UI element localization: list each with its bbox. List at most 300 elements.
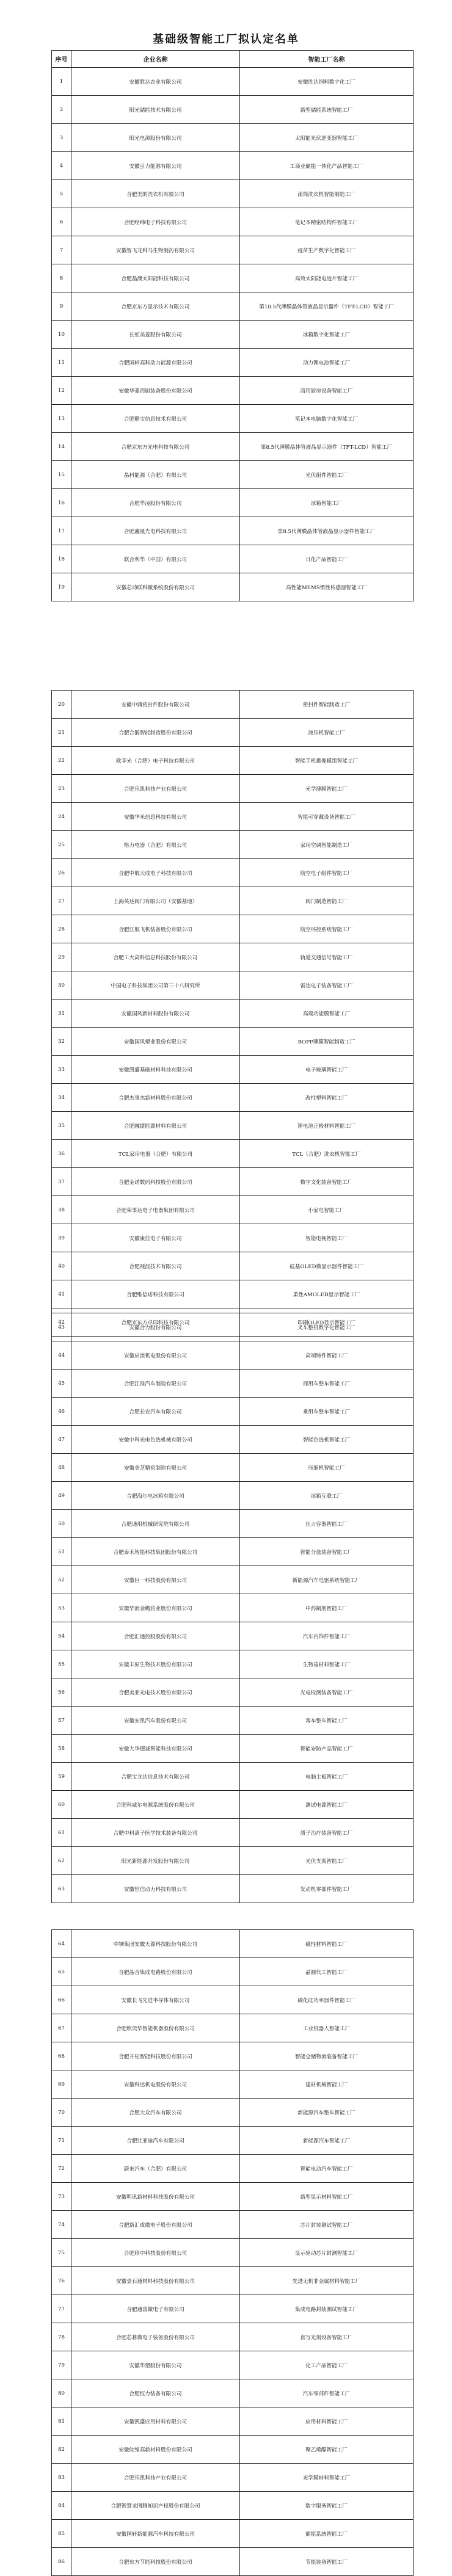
company-name: 安徽巨一科技股份有限公司 xyxy=(71,1566,240,1594)
company-name: 合肥金诺数码科技股份有限公司 xyxy=(71,1168,240,1196)
table-row xyxy=(52,1930,414,1958)
table-row xyxy=(52,2014,414,2042)
factory-name: 工业机器人智能工厂 xyxy=(240,2014,414,2042)
row-number: 85 xyxy=(52,2520,71,2548)
factory-name: 建材机械智能工厂 xyxy=(240,2070,414,2099)
row-number: 78 xyxy=(52,2323,71,2351)
company-name: 阳光储能技术有限公司 xyxy=(71,96,240,124)
company-name: 合肥通富微电子有限公司 xyxy=(71,2295,240,2323)
factory-name: 密封件智能制造工厂 xyxy=(240,691,414,719)
row-number: 26 xyxy=(52,859,71,887)
factory-name: 雷达电子装备智能工厂 xyxy=(240,971,414,1000)
factory-table xyxy=(51,1929,414,2576)
company-name: 安徽壹石通材料科技股份有限公司 xyxy=(71,2267,240,2295)
company-name: 合肥美亚光电技术股份有限公司 xyxy=(71,1678,240,1707)
company-name: 安徽国风塑业股份有限公司 xyxy=(71,1028,240,1056)
factory-name: 印刷OLED显示智能工厂 xyxy=(240,1308,414,1337)
company-name: TCL家用电器（合肥）有限公司 xyxy=(71,1140,240,1168)
table-row xyxy=(52,489,414,517)
factory-name: 疫苗生产数字化智能工厂 xyxy=(240,236,414,264)
company-name: 晶科能源（合肥）有限公司 xyxy=(71,461,240,489)
row-number: 72 xyxy=(52,2155,71,2183)
factory-name: 商用厨房设备智能工厂 xyxy=(240,377,414,405)
row-number: 36 xyxy=(52,1140,71,1168)
table-row xyxy=(52,2436,414,2464)
company-name: 合肥融捷能源材料有限公司 xyxy=(71,1112,240,1140)
factory-name: 智能分选装备智能工厂 xyxy=(240,1538,414,1566)
table-row xyxy=(52,1112,414,1140)
table-row xyxy=(52,1084,414,1112)
factory-name: 聚乙烯醇智能工厂 xyxy=(240,2436,414,2464)
company-name: 合肥东方节能科技股份有限公司 xyxy=(71,2548,240,2576)
table-row xyxy=(52,1313,414,1341)
row-number: 35 xyxy=(52,1112,71,1140)
company-name: 合肥宝龙达信息技术有限公司 xyxy=(71,1763,240,1791)
row-number: 84 xyxy=(52,2492,71,2520)
factory-name: 光学膜材料智能工厂 xyxy=(240,2464,414,2492)
table-row xyxy=(52,2042,414,2070)
company-name: 合肥美的洗衣机有限公司 xyxy=(71,180,240,208)
table-header-row xyxy=(52,51,414,68)
table-row xyxy=(52,1000,414,1028)
company-name: 合肥国轩高科动力能源有限公司 xyxy=(71,349,240,377)
company-name: 合肥工大高科信息科技股份有限公司 xyxy=(71,943,240,971)
row-number: 27 xyxy=(52,887,71,915)
row-number: 13 xyxy=(52,405,71,433)
row-number: 45 xyxy=(52,1370,71,1398)
table-row xyxy=(52,1735,414,1763)
row-number: 5 xyxy=(52,180,71,208)
row-number: 55 xyxy=(52,1650,71,1678)
row-number: 11 xyxy=(52,349,71,377)
row-number: 32 xyxy=(52,1028,71,1056)
row-number: 80 xyxy=(52,2379,71,2407)
company-name: 合肥芯碁微电子装备股份有限公司 xyxy=(71,2323,240,2351)
table-row xyxy=(52,1510,414,1538)
table-row xyxy=(52,321,414,349)
factory-name: 生物基材料智能工厂 xyxy=(240,1650,414,1678)
factory-name: 柔性AMOLED显示智能工厂 xyxy=(240,1280,414,1308)
table-row xyxy=(52,2407,414,2436)
factory-name: BOPP薄膜智能制造工厂 xyxy=(240,1028,414,1056)
row-number: 25 xyxy=(52,831,71,859)
factory-name: 数字服务智能工厂 xyxy=(240,2492,414,2520)
company-name: 安徽凯盛应用材料有限公司 xyxy=(71,2407,240,2436)
factory-name: 发动机零部件智能工厂 xyxy=(240,1875,414,1903)
company-name: 合肥维信诺科技有限公司 xyxy=(71,1280,240,1308)
row-number: 22 xyxy=(52,747,71,775)
row-number: 17 xyxy=(52,517,71,545)
row-number: 49 xyxy=(52,1482,71,1510)
factory-name: 智能手机摄像模组智能工厂 xyxy=(240,747,414,775)
table-page-4 xyxy=(51,1929,413,2576)
company-name: 合肥江航飞机装备股份有限公司 xyxy=(71,915,240,943)
table-row xyxy=(52,1398,414,1426)
row-number: 20 xyxy=(52,691,71,719)
row-number: 58 xyxy=(52,1735,71,1763)
company-name: 安徽胜达农业有限公司 xyxy=(71,68,240,96)
row-number: 41 xyxy=(52,1280,71,1308)
row-number: 74 xyxy=(52,2211,71,2239)
company-name: 中国电子科技集团公司第三十八研究所 xyxy=(71,971,240,1000)
company-name: 安徽国风新材料股份有限公司 xyxy=(71,1000,240,1028)
factory-name: 叉车整机数字化智能工厂 xyxy=(240,1313,414,1341)
row-number: 7 xyxy=(52,236,71,264)
row-number: 14 xyxy=(52,433,71,461)
table-row xyxy=(52,2295,414,2323)
row-number: 19 xyxy=(52,573,71,601)
table-row xyxy=(52,1224,414,1252)
company-name: 合肥京东方光电科技有限公司 xyxy=(71,433,240,461)
company-name: 合肥乐凯科技产业有限公司 xyxy=(71,2464,240,2492)
row-number: 37 xyxy=(52,1168,71,1196)
company-name: 安徽华米信息科技有限公司 xyxy=(71,803,240,831)
company-name: 欧菲光（合肥）电子科技有限公司 xyxy=(71,747,240,775)
table-row xyxy=(52,1482,414,1510)
table-row xyxy=(52,971,414,1000)
row-number: 79 xyxy=(52,2351,71,2379)
factory-name: 汽车内饰件智能工厂 xyxy=(240,1622,414,1650)
table-row xyxy=(52,1370,414,1398)
table-row xyxy=(52,1678,414,1707)
factory-name: 日化产品智能工厂 xyxy=(240,545,414,573)
table-row xyxy=(52,264,414,292)
company-name: 安徽丰原生物技术股份有限公司 xyxy=(71,1650,240,1678)
factory-name: 质子治疗装备智能工厂 xyxy=(240,1819,414,1847)
row-number: 30 xyxy=(52,971,71,1000)
row-number: 18 xyxy=(52,545,71,573)
table-row xyxy=(52,1986,414,2014)
table-row xyxy=(52,2127,414,2155)
row-number: 10 xyxy=(52,321,71,349)
table-row xyxy=(52,915,414,943)
factory-name: 新能源汽车电驱系统智能工厂 xyxy=(240,1566,414,1594)
table-row xyxy=(52,573,414,601)
factory-name: 新型储能系统智能工厂 xyxy=(240,96,414,124)
table-row xyxy=(52,2492,414,2520)
factory-name: 智能安防产品智能工厂 xyxy=(240,1735,414,1763)
company-name: 安徽康佳电子有限公司 xyxy=(71,1224,240,1252)
company-name: 合肥江淮汽车制造有限公司 xyxy=(71,1370,240,1398)
table-row xyxy=(52,1454,414,1482)
row-number: 71 xyxy=(52,2127,71,2155)
table-row xyxy=(52,831,414,859)
factory-name: 显示驱动芯片封测智能工厂 xyxy=(240,2239,414,2267)
factory-name: 芯片封装测试智能工厂 xyxy=(240,2211,414,2239)
table-row xyxy=(52,775,414,803)
row-number: 68 xyxy=(52,2042,71,2070)
factory-name: 家用空调智能制造工厂 xyxy=(240,831,414,859)
factory-table xyxy=(51,1313,414,1903)
company-name: 合肥井松智能科技股份有限公司 xyxy=(71,2042,240,2070)
factory-name: 高端功能膜智能工厂 xyxy=(240,1000,414,1028)
row-number: 40 xyxy=(52,1252,71,1280)
row-number: 48 xyxy=(52,1454,71,1482)
company-name: 安徽明讯新材料科技股份有限公司 xyxy=(71,2183,240,2211)
factory-name: 应用材料智能工厂 xyxy=(240,2407,414,2436)
row-number: 1 xyxy=(52,68,71,96)
table-row xyxy=(52,517,414,545)
company-name: 安徽安凯汽车股份有限公司 xyxy=(71,1707,240,1735)
table-row xyxy=(52,2379,414,2407)
table-row xyxy=(52,349,414,377)
row-number: 76 xyxy=(52,2267,71,2295)
row-number: 43 xyxy=(52,1313,71,1341)
company-name: 上海英达阀门有限公司（安徽基地） xyxy=(71,887,240,915)
table-row xyxy=(52,1538,414,1566)
table-row xyxy=(52,2155,414,2183)
table-row xyxy=(52,2183,414,2211)
company-name: 合肥汇通控股股份有限公司 xyxy=(71,1622,240,1650)
company-name: 合肥长安汽车有限公司 xyxy=(71,1398,240,1426)
company-name: 安徽引力能源有限公司 xyxy=(71,152,240,180)
company-name: 合肥合锻智能制造股份有限公司 xyxy=(71,719,240,747)
factory-table xyxy=(51,50,414,601)
factory-name: 新能源汽车智能工厂 xyxy=(240,2127,414,2155)
row-number: 4 xyxy=(52,152,71,180)
factory-name: 工商业储能一体化产品智能工厂 xyxy=(240,152,414,180)
factory-name: 硅基OLED微显示器件智能工厂 xyxy=(240,1252,414,1280)
company-name: 安徽华塑股份有限公司 xyxy=(71,2351,240,2379)
row-number: 73 xyxy=(52,2183,71,2211)
company-name: 合肥泰禾智能科技集团股份有限公司 xyxy=(71,1538,240,1566)
company-name: 安徽恒信动力科技有限公司 xyxy=(71,1875,240,1903)
factory-name: 第8.5代薄膜晶体管液晶显示器件智能工厂 xyxy=(240,517,414,545)
factory-name: 笔记本电脑数字化智能工厂 xyxy=(240,405,414,433)
row-number: 47 xyxy=(52,1426,71,1454)
factory-name: 测试电源智能工厂 xyxy=(240,1791,414,1819)
table-row xyxy=(52,2070,414,2099)
row-number: 52 xyxy=(52,1566,71,1594)
table-row xyxy=(52,2323,414,2351)
row-number: 77 xyxy=(52,2295,71,2323)
factory-name: 安徽胜达饲料数字化工厂 xyxy=(240,68,414,96)
company-name: 安徽科达机电股份有限公司 xyxy=(71,2070,240,2099)
table-row xyxy=(52,292,414,321)
table-row xyxy=(52,1650,414,1678)
company-name: 合肥乐凯科技产业有限公司 xyxy=(71,775,240,803)
factory-name: 新能源汽车整车智能工厂 xyxy=(240,2099,414,2127)
factory-name: 航空环控系统智能工厂 xyxy=(240,915,414,943)
company-name: 合肥中航天成电子科技有限公司 xyxy=(71,859,240,887)
table-row xyxy=(52,152,414,180)
company-name: 合肥海尔电冰箱有限公司 xyxy=(71,1482,240,1510)
row-number: 2 xyxy=(52,96,71,124)
row-number: 56 xyxy=(52,1678,71,1707)
row-number: 38 xyxy=(52,1196,71,1224)
table-row xyxy=(52,887,414,915)
company-name: 合肥中科离子医学技术装备有限公司 xyxy=(71,1819,240,1847)
company-name: 安徽中科光电色选机械有限公司 xyxy=(71,1426,240,1454)
table-row xyxy=(52,1707,414,1735)
row-number: 34 xyxy=(52,1084,71,1112)
table-row xyxy=(52,208,414,236)
row-number: 82 xyxy=(52,2436,71,2464)
table-page-3 xyxy=(51,1313,413,1903)
company-name: 中钢集团安徽天源科技股份有限公司 xyxy=(71,1930,240,1958)
company-name: 安徽皖维高新材料股份有限公司 xyxy=(71,2436,240,2464)
factory-name: 阀门制造智能工厂 xyxy=(240,887,414,915)
table-row xyxy=(52,461,414,489)
factory-name: 高效太阳能电池片智能工厂 xyxy=(240,264,414,292)
row-number: 31 xyxy=(52,1000,71,1028)
table-row xyxy=(52,2239,414,2267)
company-name: 安徽华菱西厨装备股份有限公司 xyxy=(71,377,240,405)
company-name: 安徽美芝精密制造有限公司 xyxy=(71,1454,240,1482)
table-row xyxy=(52,1056,414,1084)
company-name: 合肥晶合集成电路股份有限公司 xyxy=(71,1958,240,1986)
factory-name: 改性塑料智能工厂 xyxy=(240,1084,414,1112)
company-name: 合肥荣事达电子电器集团有限公司 xyxy=(71,1196,240,1224)
row-number: 69 xyxy=(52,2070,71,2099)
table-row xyxy=(52,1028,414,1056)
factory-name: 碳化硅功率器件智能工厂 xyxy=(240,1986,414,2014)
table-row xyxy=(52,96,414,124)
table-row xyxy=(52,236,414,264)
factory-name: 客车整车智能工厂 xyxy=(240,1707,414,1735)
header-company: 企业名称 xyxy=(71,51,240,68)
row-number: 75 xyxy=(52,2239,71,2267)
factory-name: 先进无机非金属材料智能工厂 xyxy=(240,2267,414,2295)
row-number: 39 xyxy=(52,1224,71,1252)
company-name: 合肥杰事杰新材料股份有限公司 xyxy=(71,1084,240,1112)
row-number: 61 xyxy=(52,1819,71,1847)
table-row xyxy=(52,1875,414,1903)
row-number: 65 xyxy=(52,1958,71,1986)
row-number: 81 xyxy=(52,2407,71,2436)
company-name: 安徽中鼎密封件股份有限公司 xyxy=(71,691,240,719)
table-row xyxy=(52,124,414,152)
table-row xyxy=(52,691,414,719)
row-number: 46 xyxy=(52,1398,71,1426)
factory-name: 冰箱互联工厂 xyxy=(240,1482,414,1510)
row-number: 23 xyxy=(52,775,71,803)
factory-name: 直写光刻设备智能工厂 xyxy=(240,2323,414,2351)
company-name: 合肥智慧龙图腾知识产权股份有限公司 xyxy=(71,2492,240,2520)
factory-name: 光伏组件智能工厂 xyxy=(240,461,414,489)
table-row xyxy=(52,1341,414,1370)
factory-name: 智能电视智能工厂 xyxy=(240,1224,414,1252)
row-number: 44 xyxy=(52,1341,71,1370)
row-number: 42 xyxy=(52,1308,71,1337)
factory-name: 化工产品智能工厂 xyxy=(240,2351,414,2379)
row-number: 12 xyxy=(52,377,71,405)
table-row xyxy=(52,1426,414,1454)
table-row xyxy=(52,2099,414,2127)
factory-name: 压力容器智能工厂 xyxy=(240,1510,414,1538)
company-name: 安徽华润金蟾药业股份有限公司 xyxy=(71,1594,240,1622)
row-number: 28 xyxy=(52,915,71,943)
table-row xyxy=(52,68,414,96)
factory-name: 锂电池正极材料智能工厂 xyxy=(240,1112,414,1140)
row-number: 51 xyxy=(52,1538,71,1566)
table-row xyxy=(52,2351,414,2379)
row-number: 59 xyxy=(52,1763,71,1791)
factory-name: 第8.5代薄膜晶体管液晶显示器件（TFT-LCD）智能工厂 xyxy=(240,433,414,461)
table-row xyxy=(52,2464,414,2492)
factory-name: 压缩机智能工厂 xyxy=(240,1454,414,1482)
table-page-2 xyxy=(51,690,413,1337)
factory-name: 电脑主板智能工厂 xyxy=(240,1763,414,1791)
factory-name: TCL（合肥）洗衣机智能工厂 xyxy=(240,1140,414,1168)
row-number: 21 xyxy=(52,719,71,747)
table-row xyxy=(52,2211,414,2239)
factory-name: 光伏支架智能工厂 xyxy=(240,1847,414,1875)
header-factory: 智能工厂名称 xyxy=(240,51,414,68)
factory-name: 商用车整车智能工厂 xyxy=(240,1370,414,1398)
table-row xyxy=(52,1622,414,1650)
row-number: 62 xyxy=(52,1847,71,1875)
table-row xyxy=(52,943,414,971)
factory-name: 冰箱智能工厂 xyxy=(240,489,414,517)
row-number: 50 xyxy=(52,1510,71,1538)
factory-name: 汽车零部件智能工厂 xyxy=(240,2379,414,2407)
table-row xyxy=(52,1819,414,1847)
factory-name: 第10.5代薄膜晶体管液晶显示器件（TFT-LCD）智能工厂 xyxy=(240,292,414,321)
company-name: 阳光电源股份有限公司 xyxy=(71,124,240,152)
row-number: 83 xyxy=(52,2464,71,2492)
company-name: 安徽应流机电股份有限公司 xyxy=(71,1341,240,1370)
factory-name: 滚筒洗衣机智能制造工厂 xyxy=(240,180,414,208)
company-name: 合肥京东方显示技术有限公司 xyxy=(71,292,240,321)
table-row xyxy=(52,1594,414,1622)
row-number: 3 xyxy=(52,124,71,152)
row-number: 29 xyxy=(52,943,71,971)
row-number: 54 xyxy=(52,1622,71,1650)
company-name: 安徽凯盛基础材料科技有限公司 xyxy=(71,1056,240,1084)
company-name: 合肥欣奕华智能机器股份有限公司 xyxy=(71,2014,240,2042)
factory-name: 智能色选机智能工厂 xyxy=(240,1426,414,1454)
table-row xyxy=(52,1791,414,1819)
table-row xyxy=(52,859,414,887)
row-number: 15 xyxy=(52,461,71,489)
company-name: 长虹美菱股份有限公司 xyxy=(71,321,240,349)
factory-name: 冰箱数字化智能工厂 xyxy=(240,321,414,349)
company-name: 合肥视涯技术有限公司 xyxy=(71,1252,240,1280)
factory-name: 轨道交通信号智能工厂 xyxy=(240,943,414,971)
factory-name: 智能可穿戴设备智能工厂 xyxy=(240,803,414,831)
table-row xyxy=(52,719,414,747)
factory-name: 太阳能光伏逆变器智能工厂 xyxy=(240,124,414,152)
company-name: 格力电器（合肥）有限公司 xyxy=(71,831,240,859)
table-row xyxy=(52,1958,414,1986)
row-number: 67 xyxy=(52,2014,71,2042)
company-name: 合肥新汇成微电子股份有限公司 xyxy=(71,2211,240,2239)
company-name: 合肥恒力装备有限公司 xyxy=(71,2379,240,2407)
table-row xyxy=(52,1196,414,1224)
company-name: 安徽智飞龙科马生物制药有限公司 xyxy=(71,236,240,264)
row-number: 53 xyxy=(52,1594,71,1622)
company-name: 安徽大华德诚智能科技有限公司 xyxy=(71,1735,240,1763)
row-number: 66 xyxy=(52,1986,71,2014)
factory-name: 动力锂电池智能工厂 xyxy=(240,349,414,377)
company-name: 阳光新能源开发股份有限公司 xyxy=(71,1847,240,1875)
factory-name: 笔记本精密结构件智能工厂 xyxy=(240,208,414,236)
factory-name: 航空电子组件智能工厂 xyxy=(240,859,414,887)
table-row xyxy=(52,2520,414,2548)
row-number: 57 xyxy=(52,1707,71,1735)
factory-name: 晶圆代工智能工厂 xyxy=(240,1958,414,1986)
table-row xyxy=(52,1168,414,1196)
company-name: 合肥科威尔电源系统股份有限公司 xyxy=(71,1791,240,1819)
company-name: 合肥经纬电子科技有限公司 xyxy=(71,208,240,236)
row-number: 9 xyxy=(52,292,71,321)
header-number: 序号 xyxy=(52,51,71,68)
factory-name: 光学薄膜智能工厂 xyxy=(240,775,414,803)
row-number: 8 xyxy=(52,264,71,292)
factory-name: 乘用车整车智能工厂 xyxy=(240,1398,414,1426)
factory-name: 数字文化装备智能工厂 xyxy=(240,1168,414,1196)
